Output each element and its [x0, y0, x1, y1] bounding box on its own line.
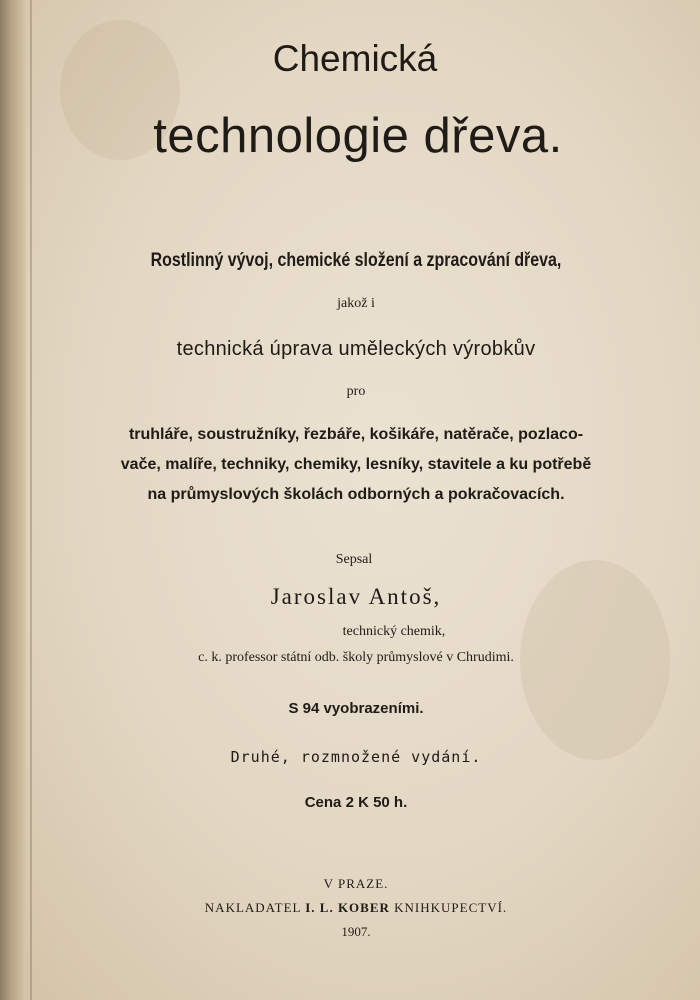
price: Cena 2 K 50 h.: [304, 794, 408, 811]
author-label: Sepsal: [335, 552, 373, 567]
publisher-prefix: NAKLADATEL: [204, 900, 301, 915]
publisher-suffix: KNIHKUPECTVÍ.: [394, 900, 508, 915]
audience-line-1: truhláře, soustružníky, řezbáře, košikáře, natěrače, pozlaco-: [128, 426, 584, 443]
edition-label: Druhé, rozmnožené vydání.: [230, 748, 482, 766]
author-position: c. k. professor státní odb. školy průmyslové v Chrudimi.: [198, 650, 514, 665]
author-name: Jaroslav Antoš,: [270, 584, 442, 609]
audience-line-3: na průmyslových školách odborných a pokračovacích.: [147, 486, 565, 503]
subtitle-line-2: jakož i: [337, 296, 375, 311]
subtitle-line-3: technická úprava uměleckých výrobkův: [176, 338, 536, 360]
imprint-city: V PRAZE.: [323, 876, 389, 891]
publisher-name: I. L. KOBER: [305, 900, 390, 915]
illustrations-note: S 94 vyobrazeními.: [288, 700, 424, 717]
audience-line-2: vače, malíře, techniky, chemiky, lesníky, stavitele a ku potřebě: [120, 456, 592, 473]
subtitle-line-1: Rostlinný vývoj, chemické složení a zpracování dřeva,: [150, 250, 562, 271]
subtitle-line-4: pro: [346, 384, 366, 399]
imprint-year: 1907.: [341, 924, 371, 939]
title-line-2: technologie dřeva.: [153, 109, 563, 163]
author-role: technický chemik,: [342, 624, 446, 639]
imprint-publisher: [6, 900, 700, 916]
title-line-1: Chemická: [272, 38, 438, 79]
